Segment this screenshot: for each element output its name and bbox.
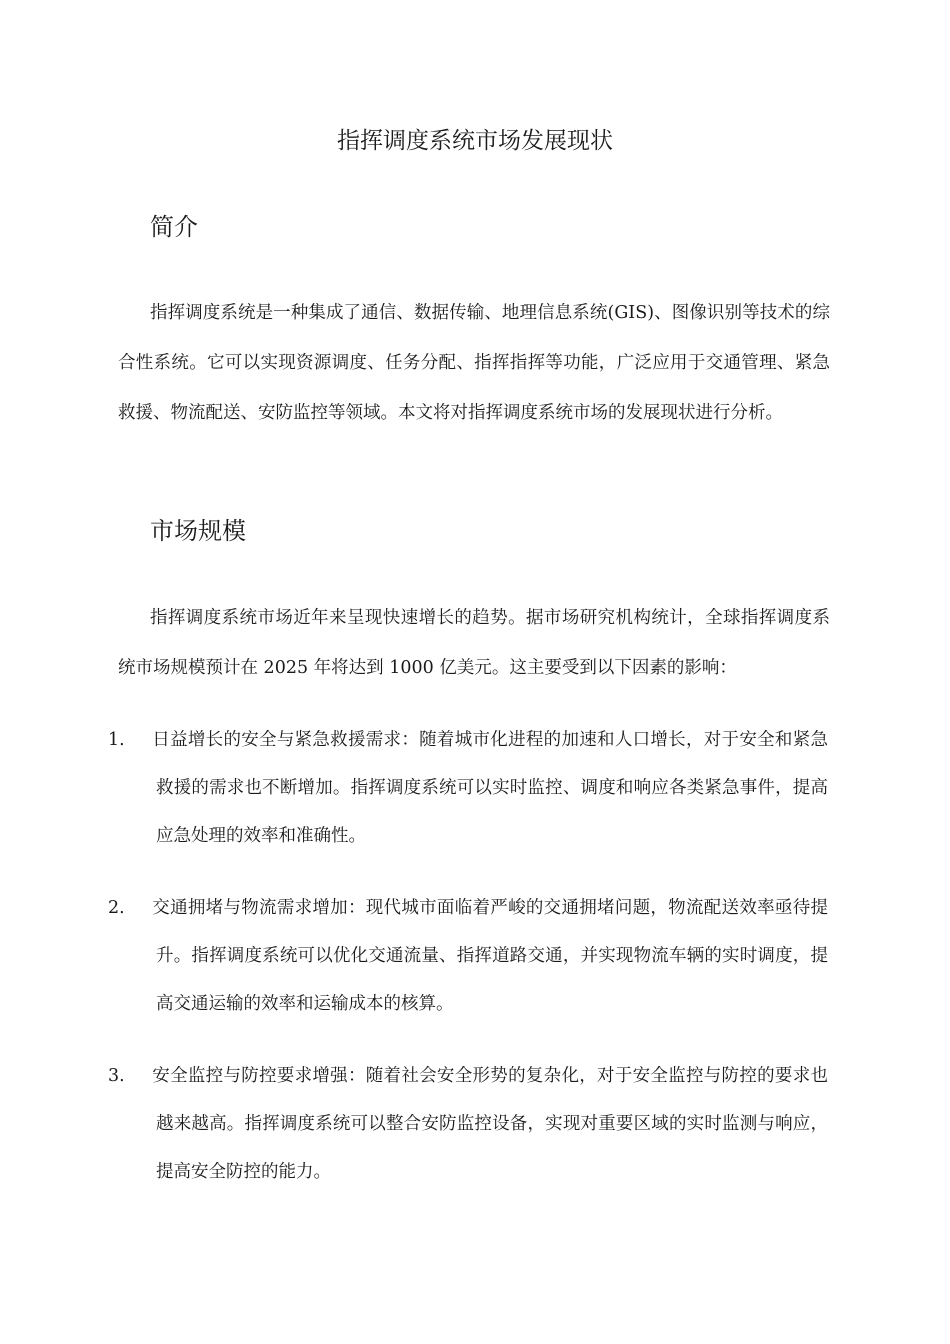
section-heading-intro: 简介 (150, 213, 198, 241)
list-item (108, 716, 828, 860)
list-item-number: 1. (108, 730, 125, 750)
intro-paragraph: 指挥调度系统是一种集成了通信、数据传输、地理信息系统(GIS)、图像识别等技术的综合性系统。它可以实现资源调度、任务分配、指挥指挥等功能，广泛应用于交通管理、紧急救援、物流配送、安防监控等领域。本文将对指挥调度系统市场的发展现状进行分析。 (118, 303, 830, 423)
list-item-text: 交通拥堵与物流需求增加：现代城市面临着严峻的交通拥堵问题，物流配送效率亟待提升。指挥调度系统可以优化交通流量、指挥道路交通，并实现物流车辆的实时调度，提高交通运输的效率和运输成本的核算。 (152, 898, 828, 1014)
list-item-number: 3. (108, 1066, 125, 1086)
list-item (108, 1052, 828, 1196)
market-size-paragraph: 指挥调度系统市场近年来呈现快速增长的趋势。据市场研究机构统计，全球指挥调度系统市场规模预计在 2025 年将达到 1000 亿美元。这主要受到以下因素的影响： (118, 608, 830, 678)
list-item-text: 安全监控与防控要求增强：随着社会安全形势的复杂化，对于安全监控与防控的要求也越来越高。指挥调度系统可以整合安防监控设备，实现对重要区域的实时监测与响应，提高安全防控的能力。 (152, 1066, 828, 1182)
list-item (108, 884, 828, 1028)
list-item-number: 2. (108, 898, 125, 918)
section-heading-market-size: 市场规模 (150, 517, 246, 545)
list-item-text: 日益增长的安全与紧急救援需求：随着城市化进程的加速和人口增长，对于安全和紧急救援的需求也不断增加。指挥调度系统可以实时监控、调度和响应各类紧急事件，提高应急处理的效率和准确性。 (152, 730, 828, 846)
document-title: 指挥调度系统市场发展现状 (337, 128, 613, 154)
